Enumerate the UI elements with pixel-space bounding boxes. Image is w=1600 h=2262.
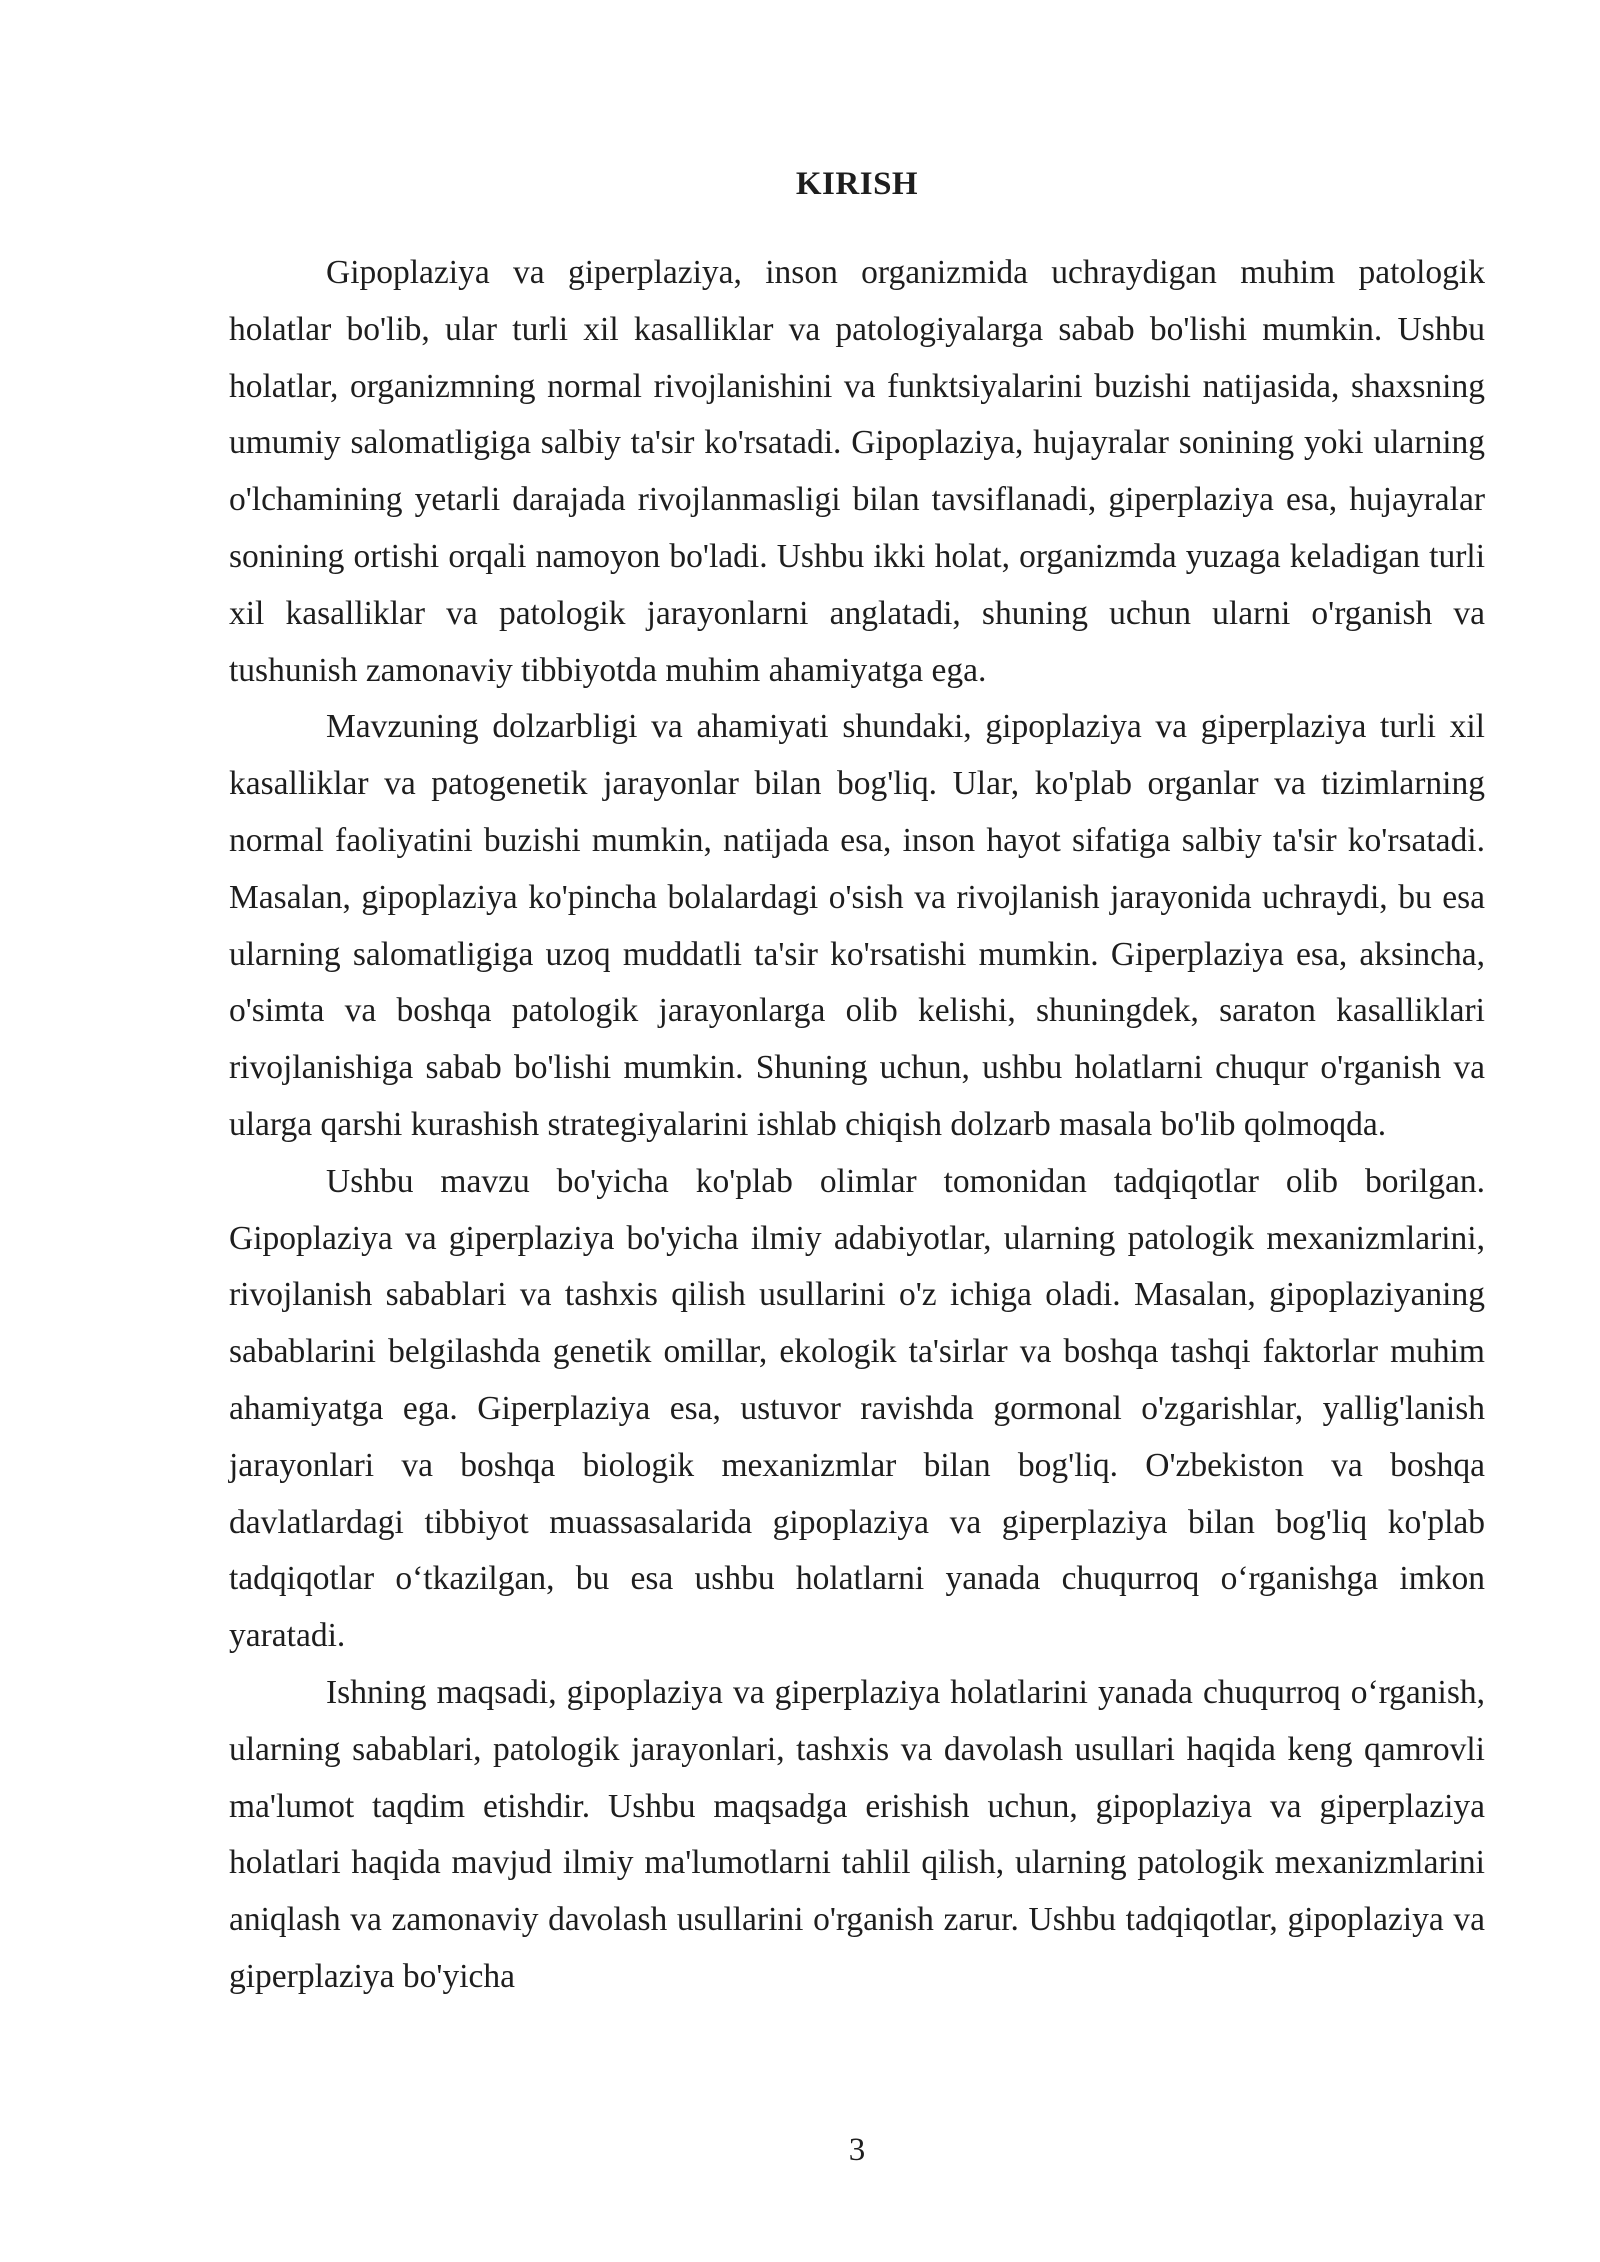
body-text [229, 245, 1485, 2006]
paragraph-literature-review: Ushbu mavzu bo'yicha ko'plab olimlar tomonidan tadqiqotlar olib borilgan. Gipoplaziya va giperplaziya bo'yicha ilmiy adabiyotlar, ularning patologik mexanizmlarini, rivojlanish sabablari va tashxis qilish usullarini o'z ichiga oladi. Masalan, gipoplaziyaning sabablarini belgilashda genetik omillar, ekologik ta'sirlar va boshqa tashqi faktorlar muhim ahamiyatga ega. Giperplaziya esa, ustuvor ravishda gormonal o'zgarishlar, yallig'lanish jarayonlari va boshqa biologik mexanizmlar bilan bog'liq. O'zbekiston va boshqa davlatlardagi tibbiyot muassasalarida gipoplaziya va giperplaziya bilan bog'liq ko'plab tadqiqotlar oʻtkazilgan, bu esa ushbu holatlarni yanada chuqurroq oʻrganishga imkon yaratadi. [229, 1162, 1485, 1655]
paragraph-aim: Ishning maqsadi, gipoplaziya va giperplaziya holatlarini yanada chuqurroq oʻrganish, ularning sabablari, patologik jarayonlari, tashxis va davolash usullari haqida keng qamrovli ma'lumot taqdim etishdir. Ushbu maqsadga erishish uchun, gipoplaziya va giperplaziya holatlari haqida mavjud ilmiy ma'lumotlarni tahlil qilish, ularning patologik mexanizmlarini aniqlash va zamonaviy davolash usullarini o'rganish zarur. Ushbu tadqiqotlar, gipoplaziya va giperplaziya bo'yicha [229, 1673, 1485, 1995]
page-number: 3 [848, 2132, 866, 2168]
section-title: KIRISH [795, 166, 919, 202]
paragraph-introduction: Gipoplaziya va giperplaziya, inson organizmida uchraydigan muhim patologik holatlar bo'lib, ular turli xil kasalliklar va patologiyalarga sabab bo'lishi mumkin. Ushbu holatlar, organizmning normal rivojlanishini va funktsiyalarini buzishi natijasida, shaxsning umumiy salomatligiga salbiy ta'sir ko'rsatadi. Gipoplaziya, hujayralar sonining yoki ularning o'lchamining yetarli darajada rivojlanmasligi bilan tavsiflanadi, giperplaziya esa, hujayralar sonining ortishi orqali namoyon bo'ladi. Ushbu ikki holat, organizmda yuzaga keladigan turli xil kasalliklar va patologik jarayonlarni anglatadi, shuning uchun ularni o'rganish va tushunish zamonaviy tibbiyotda muhim ahamiyatga ega. [229, 254, 1485, 689]
paragraph-relevance: Mavzuning dolzarbligi va ahamiyati shundaki, gipoplaziya va giperplaziya turli xil kasalliklar va patogenetik jarayonlar bilan bog'liq. Ular, ko'plab organlar va tizimlarning normal faoliyatini buzishi mumkin, natijada esa, inson hayot sifatiga salbiy ta'sir ko'rsatadi. Masalan, gipoplaziya ko'pincha bolalardagi o'sish va rivojlanish jarayonida uchraydi, bu esa ularning salomatligiga uzoq muddatli ta'sir ko'rsatishi mumkin. Giperplaziya esa, aksincha, o'simta va boshqa patologik jarayonlarga olib kelishi, shuningdek, saraton kasalliklari rivojlanishiga sabab bo'lishi mumkin. Shuning uchun, ushbu holatlarni chuqur o'rganish va ularga qarshi kurashish strategiyalarini ishlab chiqish dolzarb masala bo'lib qolmoqda. [229, 708, 1485, 1143]
